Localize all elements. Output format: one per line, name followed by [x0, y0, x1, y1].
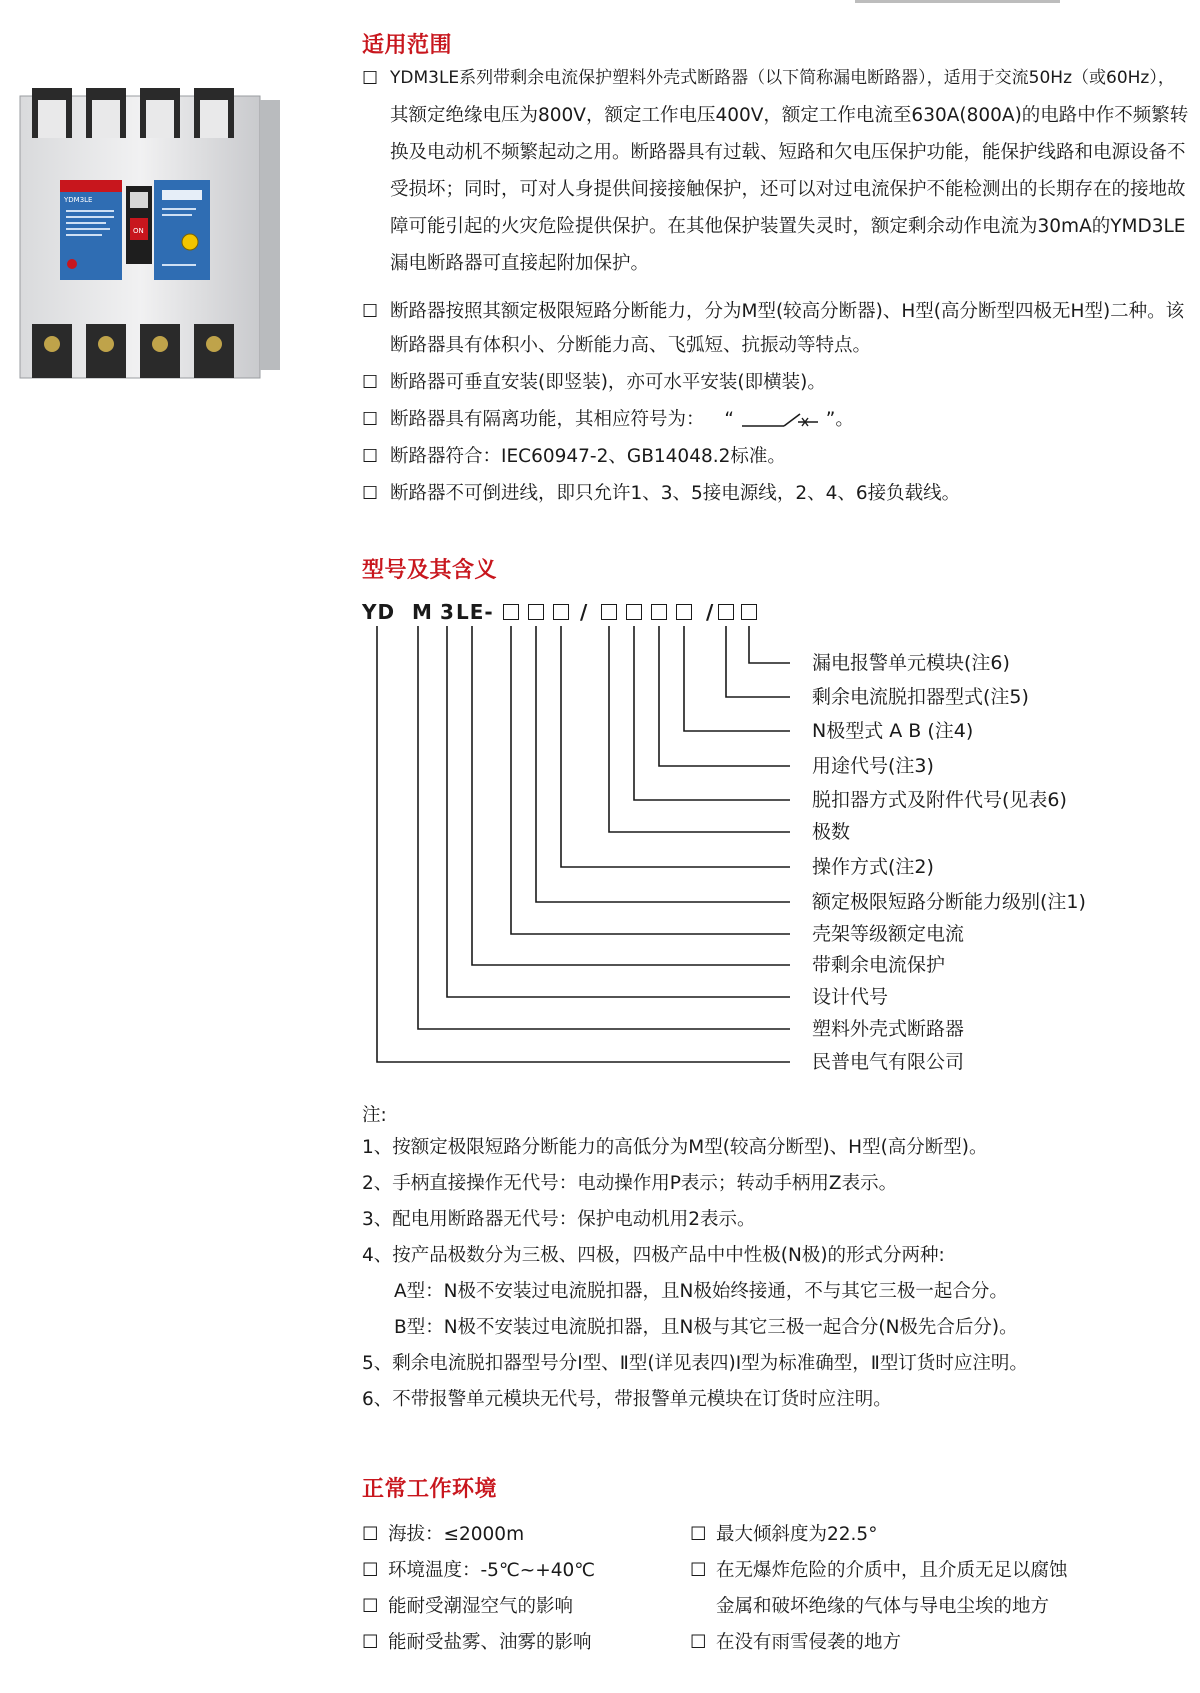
- note-5: 5、剩余电流脱扣器型号分Ⅰ型、Ⅱ型(详见表四)Ⅰ型为标准确型，Ⅱ型订货时应注明。: [362, 1353, 1028, 1374]
- note-4a: A型：N极不安装过电流脱扣器，且N极始终接通，不与其它三极一起合分。: [394, 1281, 1008, 1302]
- scope-p4-text: 断路器具有隔离功能，其相应符号为：: [390, 409, 705, 430]
- code-le: LE-: [456, 600, 494, 624]
- scope-p3-text: 断路器可垂直安装(即竖装)，亦可水平安装(即横装)。: [390, 372, 826, 393]
- env-medium-cont: [690, 1594, 1049, 1620]
- code-label-mccb: 塑料外壳式断路器: [812, 1018, 965, 1040]
- product-on-text: ON: [133, 227, 144, 235]
- code-box: [676, 604, 692, 620]
- scope-p5-text: 断路器符合：IEC60947-2、GB14048.2标准。: [390, 446, 786, 467]
- checkbox-icon: ☐: [362, 301, 379, 322]
- code-box: [503, 604, 519, 620]
- scope-paragraph-5: [362, 438, 1190, 475]
- env-humidity: [362, 1594, 573, 1620]
- checkbox-icon: ☐: [362, 1632, 379, 1653]
- product-image: [14, 86, 296, 391]
- code-label-design-code: 设计代号: [812, 986, 889, 1008]
- env-medium-text-b: 金属和破坏绝缘的气体与导电尘埃的地方: [716, 1596, 1050, 1617]
- env-inclination: [690, 1522, 877, 1548]
- code-3: 3: [440, 600, 455, 624]
- code-box: [626, 604, 642, 620]
- checkbox-icon: ☐: [362, 1524, 379, 1545]
- checkbox-icon: ☐: [362, 68, 379, 89]
- code-box: [741, 604, 757, 620]
- env-shelter: [690, 1630, 901, 1656]
- code-label-operation: 操作方式(注2): [812, 856, 934, 878]
- env-temperature-text: 环境温度：-5℃~+40℃: [388, 1560, 596, 1581]
- env-salt-fog: [362, 1630, 592, 1656]
- code-box: [601, 604, 617, 620]
- note-6: 6、不带报警单元模块无代号，带报警单元模块在订货时应注明。: [362, 1389, 892, 1410]
- code-label-usage: 用途代号(注3): [812, 755, 934, 777]
- code-slash: /: [580, 600, 589, 624]
- checkbox-icon: ☐: [690, 1632, 707, 1653]
- scope-paragraph-6: [362, 475, 1190, 512]
- checkbox-icon: ☐: [362, 483, 379, 504]
- code-label-residual-protection: 带剩余电流保护: [812, 954, 946, 976]
- scope-paragraph-3: [362, 364, 1190, 401]
- product-model-text: YDM3LE: [64, 196, 93, 204]
- checkbox-icon: ☐: [362, 372, 379, 393]
- env-humidity-text: 能耐受潮湿空气的影响: [388, 1596, 574, 1617]
- checkbox-icon: ☐: [690, 1560, 707, 1581]
- model-title: 型号及其含义: [362, 558, 498, 583]
- code-label-n-pole: N极型式 A B (注4): [812, 720, 974, 742]
- code-box: [651, 604, 667, 620]
- code-label-poles: 极数: [812, 821, 851, 843]
- env-shelter-text: 在没有雨雪侵袭的地方: [716, 1632, 902, 1653]
- code-box: [528, 604, 544, 620]
- code-box: [718, 604, 734, 620]
- checkbox-icon: ☐: [362, 446, 379, 467]
- env-medium-text-a: 在无爆炸危险的介质中，且介质无足以腐蚀: [716, 1560, 1068, 1581]
- scope-paragraph-4: [362, 401, 1190, 438]
- scope-p2-text: 断路器按照其额定极限短路分断能力，分为M型(较高分断器)、H型(高分断型四极无H型)二种。该断路器具有体积小、分断能力高、飞弧短、抗振动等特点。: [390, 301, 1185, 356]
- code-label-alarm-module: 漏电报警单元模块(注6): [812, 652, 1010, 674]
- note-4: 4、按产品极数分为三极、四极，四极产品中中性极(N极)的形式分两种:: [362, 1245, 945, 1266]
- env-temperature: [362, 1558, 595, 1584]
- note-4b: B型：N极不安装过电流脱扣器，且N极与其它三极一起合分(N极先合后分)。: [394, 1317, 1018, 1338]
- note-1: 1、按额定极限短路分断能力的高低分为M型(较高分断型)、H型(高分断型)。: [362, 1137, 988, 1158]
- checkbox-icon: ☐: [362, 409, 379, 430]
- env-salt-fog-text: 能耐受盐雾、油雾的影响: [388, 1632, 592, 1653]
- checkbox-icon: ☐: [362, 1560, 379, 1581]
- env-medium: [690, 1558, 1068, 1584]
- notes-heading: 注:: [362, 1105, 387, 1126]
- code-yd: YD: [362, 600, 396, 624]
- code-label-release-accessory: 脱扣器方式及附件代号(见表6): [812, 789, 1067, 811]
- code-slash: /: [706, 600, 715, 624]
- note-3: 3、配电用断路器无代号：保护电动机用2表示。: [362, 1209, 756, 1230]
- quote-open: “: [724, 409, 734, 430]
- checkbox-icon: ☐: [690, 1524, 707, 1545]
- env-altitude: [362, 1522, 524, 1548]
- scope-p1-rest: 其额定绝缘电压为800V，额定工作电压400V，额定工作电流至630A(800A)的电路中作不频繁转换及电动机不频繁起动之用。断路器具有过载、短路和欠电压保护功能，能保护线路和电源设备不受损坏；同时，可对人身提供间接接触保护，还可以对过电流保护不能检测出的长期存在的接地故障可能引起的火灾危险提供保护。在其他保护装置失灵时，额定剩余动作电流为30mA的YMD3LE漏电断路器可直接起附加保护。: [390, 105, 1189, 274]
- scope-paragraph-2: [362, 295, 1190, 363]
- top-rule: [855, 0, 1060, 3]
- quote-close: ”。: [825, 409, 854, 430]
- env-title: 正常工作环境: [362, 1477, 498, 1502]
- scope-title: 适用范围: [362, 33, 453, 58]
- code-label-breaking-capacity: 额定极限短路分断能力级别(注1): [812, 891, 1086, 913]
- code-box: [553, 604, 569, 620]
- code-label-frame-current: 壳架等级额定电流: [812, 923, 965, 945]
- isolation-symbol-icon: [740, 410, 820, 430]
- code-label-company: 民普电气有限公司: [812, 1051, 965, 1073]
- scope-p1-first-line: YDM3LE系列带剩余电流保护塑料外壳式断路器（以下简称漏电断路器），适用于交流50Hz（或60Hz），: [390, 68, 1175, 88]
- scope-paragraph-1: [362, 60, 1190, 282]
- env-altitude-text: 海拔：≤2000m: [388, 1524, 525, 1545]
- code-m: M: [412, 600, 433, 624]
- checkbox-icon: ☐: [362, 1596, 379, 1617]
- code-label-residual-release: 剩余电流脱扣器型式(注5): [812, 686, 1029, 708]
- env-inclination-text: 最大倾斜度为22.5°: [716, 1524, 878, 1545]
- scope-p6-text: 断路器不可倒进线，即只允许1、3、5接电源线，2、4、6接负载线。: [390, 483, 961, 504]
- note-2: 2、手柄直接操作无代号：电动操作用P表示；转动手柄用Z表示。: [362, 1173, 898, 1194]
